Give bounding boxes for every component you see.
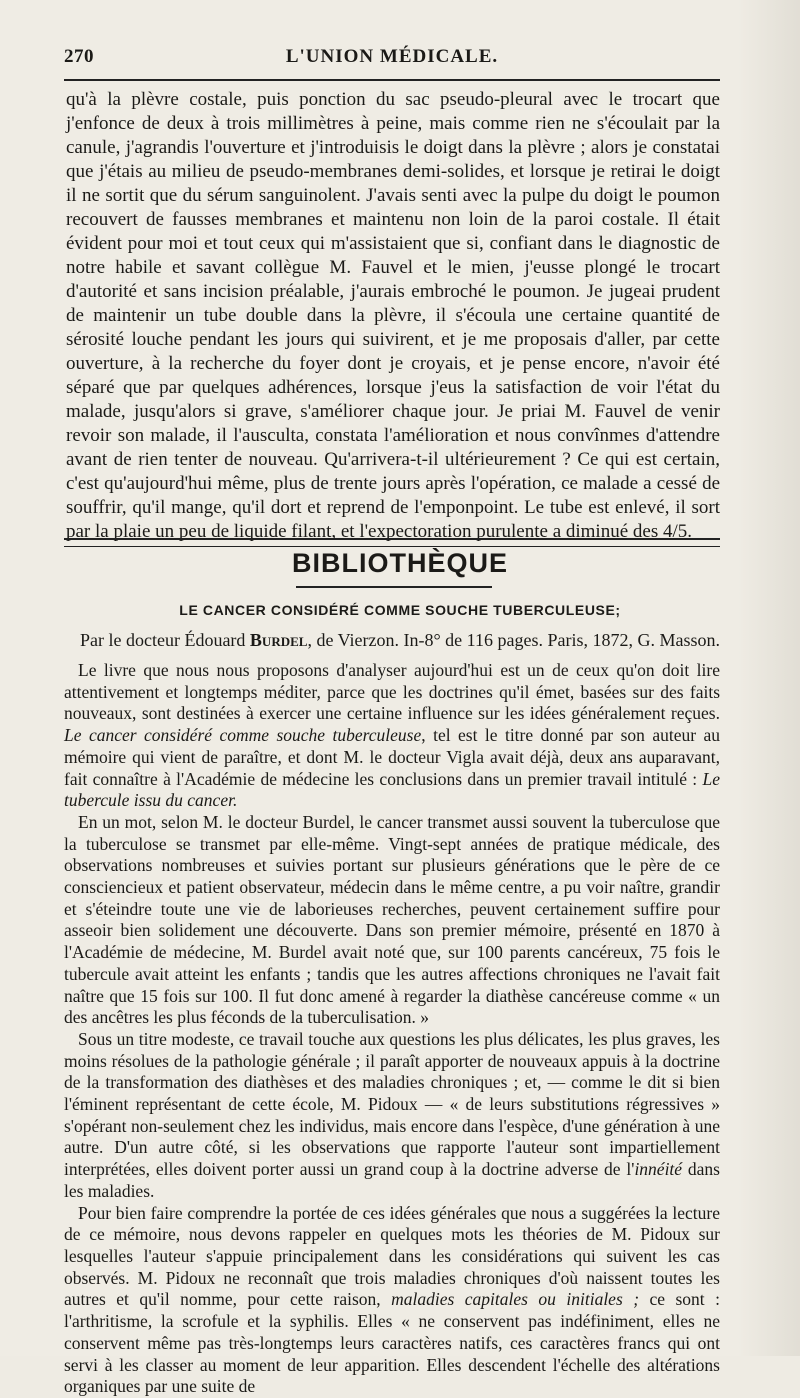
- review-paragraph: En un mot, selon M. le docteur Burdel, le cancer transmet aussi souvent la tuberculose que la tuberculose se transmet par elle-même. Vingt-sept années de pratique médicale, des observations nombreuses et suivies portant sur plusieurs générations que le père de ce consciencieux et patient observateur, médecin dans le même centre, a pu voir naître, grandir et s'éteindre toute une vie de laborieuses recherches, peuvent certainement suffire pour asseoir bien solidement une découverte. Dans son premier mémoire, présenté en 1870 à l'Académie de médecine, M. Burdel avait noté que, sur 100 parents cancéreux, 75 fois le tubercule avait atteint les enfants ; tandis que les autres affections chroniques ne l'avait fait naître que 15 fois sur 100. Il fut donc amené à regarder la diathèse cancéreuse comme « un des ancêtres les plus féconds de la tuberculisation. »: [64, 811, 720, 1028]
- page-header: [64, 46, 720, 78]
- byline: [0, 630, 800, 651]
- page-number: 270: [64, 46, 94, 67]
- byline-details: , de Vierzon. In-8° de 116 pages. Paris, 1872, G. Masson.: [307, 630, 720, 650]
- book-title: LE CANCER CONSIDÉRÉ COMME SOUCHE TUBERCULEUSE;: [179, 602, 621, 618]
- review-italic-term: maladies capitales ou initiales ;: [391, 1289, 640, 1310]
- review-text: Pour bien faire comprendre la portée de ces idées générales que nous a suggérées la lecture de ce mémoire, nous devons rappeler en quelques mots les théories de M. Pidoux sur lesquelles l'auteur s'appuie principalement dans les considérations qui suivent les cas observés. M. Pidoux ne reconnaît que trois maladies chroniques d'où naissent toutes les autres et qu'il nomme, pour cette raison,: [64, 1202, 720, 1310]
- header-rule: [64, 79, 720, 81]
- section-divider: [64, 538, 720, 547]
- byline-prefix: Par le docteur Édouard: [79, 630, 250, 650]
- title-rule: [296, 586, 492, 588]
- book-review: [64, 660, 720, 1398]
- review-text: Le livre que nous nous proposons d'analyser aujourd'hui est un de ceux qu'on doit lire attentivement et longtemps méditer, parce que les doctrines qu'il émet, basées sur des faits nouveaux, sont destinées à exercer une certaine influence sur les idées généralement reçues.: [64, 660, 720, 724]
- review-paragraph: [64, 1029, 720, 1203]
- review-text: , tel est le titre donné par son auteur au mémoire qui vient de paraître, et dont M. le docteur Vigla avait déjà, deux ans auparavant, fait connaître à l'Académie de médecine les conclusions dans un premier travail intitulé :: [64, 725, 720, 789]
- review-italic-term: innéité: [634, 1159, 683, 1180]
- article-continuation: [66, 88, 720, 544]
- review-italic-title: Le cancer considéré comme souche tuberculeuse: [64, 725, 422, 746]
- review-text: Sous un titre modeste, ce travail touche aux questions les plus délicates, les plus graves, les moins résolues de la pathologie générale ; il paraît apporter de nouveaux appuis à la doctrine de la transformation des diathèses et des maladies chroniques ; et, — comme le dit si bien l'éminent représentant de cette école, M. Pidoux — « de leurs substitutions régressives » s'opérant non-seulement chez les individus, mais encore dans l'espèce, d'une génération à une autre. D'un autre côté, si les observations que rapporte l'auteur sont impartiellement interprétées, elles doivent porter aussi un grand coup à la doctrine adverse de l': [64, 1028, 720, 1180]
- review-italic-ref: Le tubercule issu du cancer.: [64, 768, 720, 811]
- review-text: dans les maladies.: [64, 1159, 720, 1201]
- review-paragraph: [64, 660, 720, 812]
- review-paragraph: [64, 1203, 720, 1398]
- body-paragraph: qu'à la plèvre costale, puis ponction du sac pseudo-pleural avec le trocart que j'enfonce de deux à trois millimètres à peine, mais comme rien ne s'écoulait par la canule, j'agrandis l'ouverture et j'introduisis le doigt dans la plèvre ; alors je constatai que j'étais au milieu de pseudo-membranes demi-solides, et lorsque je retirai le doigt il ne sortit que du sérum sanguinolent. J'avais senti avec la pulpe du doigt le poumon recouvert de fausses membranes et maintenu non loin de la paroi costale. Il était évident pour moi et tout ceux qui m'assistaient que si, confiant dans le diagnostic de notre habile et savant collègue M. Fauvel et le mien, j'eusse plongé le trocart d'autorité et sans incision préalable, j'aurais embroché le poumon. Je jugeai prudent de maintenir un tube double dans la plèvre, il s'écoula une certaine quantité de sérosité louche pendant les jours qui suivirent, et je me proposais d'aller, par cette ouverture, à la recherche du foyer dont je croyais, et je pense encore, n'avoir été séparé que par quelques adhérences, lorsque j'eus la satisfaction de voir l'état du malade, jusqu'alors si grave, s'améliorer chaque jour. Je priai M. Fauvel de venir revoir son malade, il l'ausculta, constata l'amélioration et nous convînmes d'attendre avant de rien tenter de nouveau. Qu'arrivera-t-il ultérieurement ? Ce qui est certain, c'est qu'aujourd'hui même, plus de trente jours après l'opération, ce malade a cessé de souffrir, qu'il mange, qu'il dort et reprend de l'emponpoint. Le tube est enlevé, il sort par la plaie un peu de liquide filant, et l'expectoration purulente a diminué des 4/5.: [66, 89, 720, 542]
- section-title: BIBLIOTHÈQUE: [291, 548, 508, 578]
- facing-page-edge: [738, 0, 800, 1356]
- running-title: L'UNION MÉDICALE.: [285, 46, 499, 67]
- review-text: ce sont : l'arthritisme, la scrofule et la syphilis. Elles « ne conservent pas indéfiniment, elles ne conservent même pas très-longtemps leurs caractères natifs, ces caractères francs qui ont servi à les classer au moment de leur apparition. Elles descendent l'échelle des altérations organiques par une suite de: [64, 1289, 720, 1397]
- byline-author: Burdel: [249, 630, 308, 650]
